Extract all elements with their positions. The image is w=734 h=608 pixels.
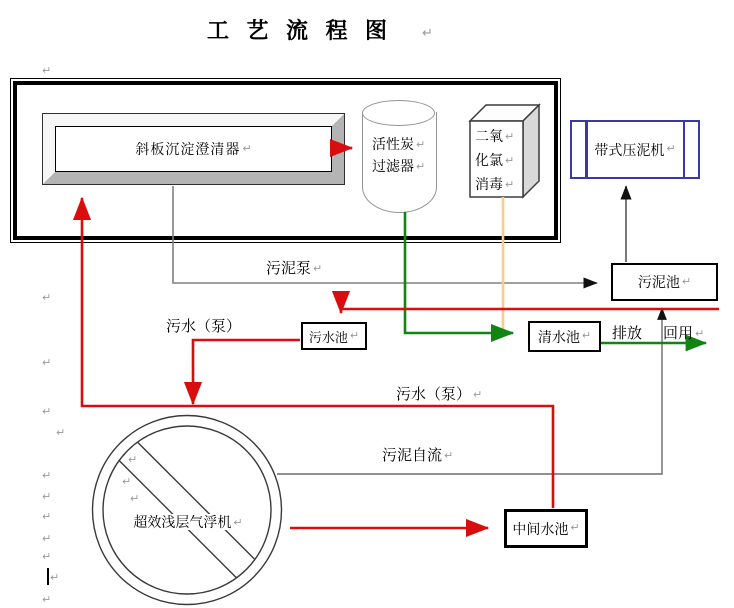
paragraph-mark: ↵ [42,406,52,418]
carbon-filter-line1: 活性炭 [372,136,414,152]
paragraph-mark: ↵ [695,327,705,340]
sludge-gravity-label [382,444,453,465]
paragraph-mark: ↵ [444,449,454,462]
reuse-label [663,322,704,343]
sludge-pump-line [173,186,597,283]
paragraph-mark: ↵ [42,470,52,482]
paragraph-mark: ↵ [570,522,580,534]
paragraph-mark: ↵ [56,427,66,439]
paragraph-mark: ↵ [50,572,60,584]
discharge-text: 排放 [612,325,643,342]
middle-pool-box[interactable] [504,509,588,548]
sludge-gravity-text: 污泥自流 [382,447,443,464]
clean-pool-box[interactable] [528,321,601,352]
disinfection-line1: 二氧 [475,128,503,144]
carbon-filter-line2: 过滤器 [372,158,414,174]
paragraph-mark: ↵ [242,142,252,155]
sludge-pump-text: 污泥泵 [266,260,312,277]
paragraph-mark: ↵ [128,454,138,466]
text-cursor [47,568,49,585]
paragraph-mark: ↵ [681,275,692,288]
paragraph-mark: ↵ [505,130,515,143]
flotation-label [90,512,286,532]
paragraph-mark: ↵ [42,65,52,77]
belt-press-roller-right [683,122,686,177]
flotation-text: 超效浅层气浮机 [133,514,232,530]
reuse-text: 回用 [663,325,694,342]
sludge-pool-label: 污泥池 [637,274,680,290]
paragraph-mark: ↵ [42,533,52,545]
sludge-pool-box[interactable] [611,263,718,301]
sewage-pump-top-text: 污水（泵） [166,318,242,335]
paragraph-mark: ↵ [416,160,426,173]
paragraph-mark: ↵ [416,138,426,151]
paragraph-mark: ↵ [233,516,243,529]
flotation-machine[interactable] [90,413,286,608]
sewage-to-flotation-line [193,340,300,404]
paragraph-mark: ↵ [42,357,52,369]
paragraph-mark: ↵ [42,292,52,304]
sewage-pump-label-bottom [396,383,482,404]
paragraph-mark: ↵ [666,143,676,155]
discharge-label [612,322,642,343]
middle-pool-label: 中间水池 [512,520,569,537]
sewage-pump-bottom-text: 污水（泵） [396,386,472,403]
belt-press-text: 带式压泥机 [594,141,665,158]
disinfection-line2: 化氯 [475,152,503,168]
paragraph-mark: ↵ [42,551,52,563]
paragraph-mark: ↵ [42,511,52,523]
sewage-pool-box[interactable] [301,322,367,350]
paragraph-mark: ↵ [422,25,433,40]
belt-press-label [588,122,682,177]
clarifier-label: 斜板沉淀澄清器 [135,141,241,157]
sewage-pool-label: 污水池 [308,329,348,345]
paragraph-mark: ↵ [122,476,132,488]
filtered-water-line [405,212,513,333]
paragraph-mark: ↵ [42,594,52,606]
belt-press-box[interactable] [570,120,700,179]
paragraph-mark: ↵ [349,329,360,342]
paragraph-mark: ↵ [473,388,483,401]
clean-pool-label: 清水池 [537,328,580,345]
paragraph-mark: ↵ [505,178,515,191]
disinfection-line3: 消毒 [475,176,503,192]
sludge-pump-label [266,257,322,278]
paragraph-mark: ↵ [42,491,52,503]
page-title: 工 艺 流 程 图 [206,18,393,43]
paragraph-mark: ↵ [130,493,140,505]
paragraph-mark: ↵ [581,330,592,342]
paragraph-mark: ↵ [505,154,515,167]
paragraph-mark: ↵ [313,262,323,275]
sewage-pump-label-top [166,315,241,336]
